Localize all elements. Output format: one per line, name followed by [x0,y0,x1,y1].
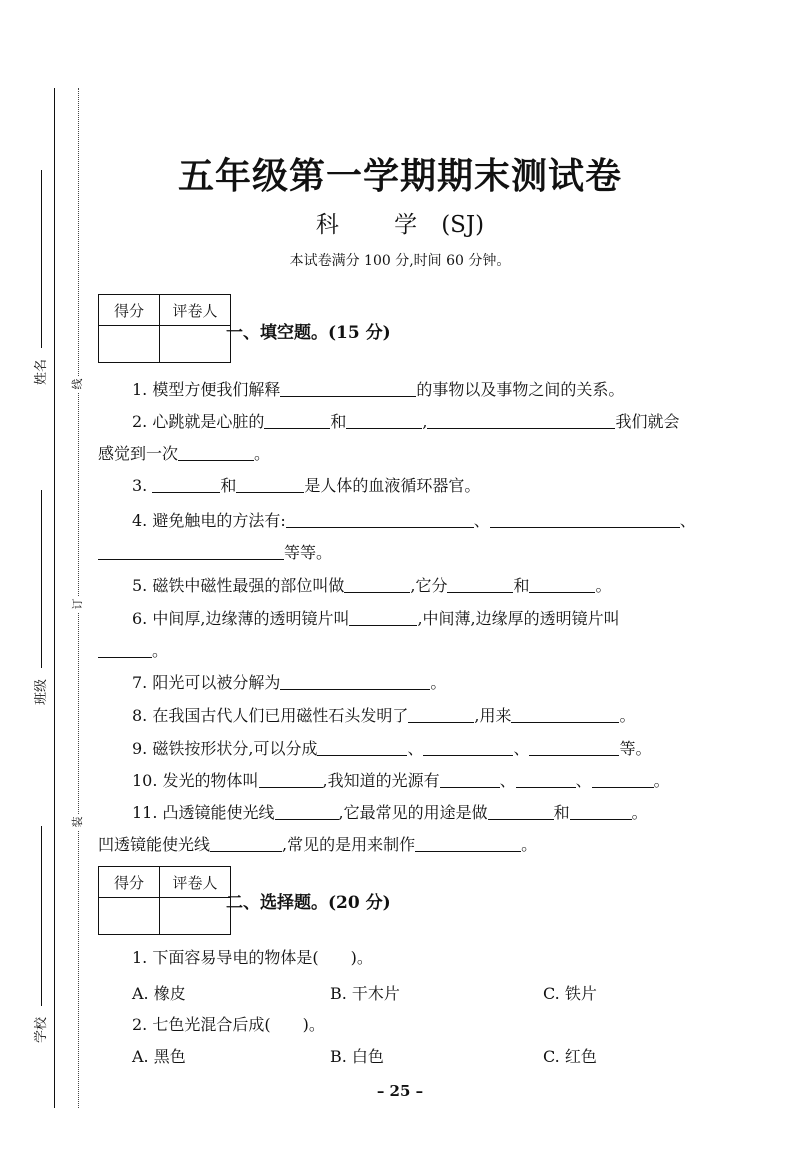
answer-blank[interactable] [178,442,254,461]
question-11: 11. 凸透镜能使光线 ,它最常见的用途是做 和 。 [132,803,648,822]
answer-blank[interactable] [488,801,554,820]
choice-question-2: 2. 七色光混合后成( )。 [132,1015,325,1034]
choice-1-option-b[interactable]: B. 干木片 [330,984,400,1003]
page-number: – 25 – [376,1082,424,1100]
answer-blank[interactable] [152,474,220,493]
question-8: 8. 在我国古代人们已用磁性石头发明了 ,用来 。 [132,706,636,725]
section-1-title: 一、填空题。(15 分) [226,323,391,343]
question-2: 2. 心跳就是心脏的 和 , 我们就会 [132,412,680,431]
answer-blank[interactable] [511,704,619,723]
score-cell[interactable] [99,898,160,935]
answer-blank[interactable] [592,769,654,788]
answer-blank[interactable] [286,509,474,528]
grader-cell[interactable] [160,326,231,363]
answer-blank[interactable] [344,574,410,593]
score-header: 得分 [99,295,160,326]
answer-blank[interactable] [264,410,330,429]
score-box-1 [98,294,231,363]
cut-mark-2: 订 [70,596,86,612]
school-rule[interactable] [41,826,42,1006]
choice-question-1: 1. 下面容易导电的物体是( )。 [132,948,373,967]
answer-blank[interactable] [280,378,416,397]
question-7: 7. 阳光可以被分解为 。 [132,673,447,692]
score-cell[interactable] [99,326,160,363]
answer-blank[interactable] [529,737,619,756]
subject-title [0,206,800,239]
grader-header: 评卷人 [160,295,231,326]
grader-header: 评卷人 [160,867,231,898]
answer-blank[interactable] [349,607,417,626]
choice-2-option-c[interactable]: C. 红色 [543,1047,597,1066]
answer-blank[interactable] [280,671,430,690]
section-2-title: 二、选择题。(20 分) [226,893,391,913]
question-9: 9. 磁铁按形状分,可以分成 、 、 等。 [132,739,652,758]
school-label: 学校 [34,1017,49,1044]
answer-blank[interactable] [447,574,513,593]
question-6-cont: 。 [98,636,738,666]
cut-mark-1: 线 [70,376,86,392]
answer-blank[interactable] [275,801,339,820]
question-5: 5. 磁铁中磁性最强的部位叫做 ,它分 和 。 [132,576,612,595]
score-box-2 [98,866,231,935]
score-header: 得分 [99,867,160,898]
choice-1-option-c[interactable]: C. 铁片 [543,984,597,1003]
choice-1-option-a[interactable]: A. 橡皮 [132,984,186,1003]
answer-blank[interactable] [317,737,407,756]
question-2-cont: 感觉到一次 。 [98,444,271,463]
question-6: 6. 中间厚,边缘薄的透明镜片叫 ,中间薄,边缘厚的透明镜片叫 [132,609,620,628]
answer-blank[interactable] [98,639,152,658]
answer-blank[interactable] [210,833,282,852]
grader-cell[interactable] [160,898,231,935]
answer-blank[interactable] [529,574,595,593]
answer-blank[interactable] [408,704,474,723]
answer-blank[interactable] [259,769,323,788]
cut-mark-3: 装 [70,814,86,830]
page-title: 五年级第一学期期末测试卷 [177,155,622,197]
answer-blank[interactable] [516,769,576,788]
subject-name: 科 学 [315,212,442,238]
question-3: 3. 和 是人体的血液循环器官。 [132,476,481,495]
choice-2-option-a[interactable]: A. 黑色 [132,1047,186,1066]
answer-blank[interactable] [236,474,304,493]
name-label: 姓名 [34,359,49,386]
binding-line [54,88,55,1108]
answer-blank[interactable] [98,541,284,560]
question-11-cont: 凹透镜能使光线 ,常见的是用来制作 。 [98,835,538,854]
answer-blank[interactable] [346,410,422,429]
choice-2-option-b[interactable]: B. 白色 [330,1047,384,1066]
answer-blank[interactable] [440,769,500,788]
question-1: 1. 模型方便我们解释 的事物以及事物之间的关系。 [132,380,625,399]
class-label: 班级 [34,679,49,706]
exam-note: 本试卷满分 100 分,时间 60 分钟。 [289,253,511,269]
answer-blank[interactable] [423,737,513,756]
answer-blank[interactable] [427,410,615,429]
edition-label: (SJ) [441,212,485,238]
question-4: 4. 避免触电的方法有: 、 、 [132,511,696,530]
answer-blank[interactable] [490,509,680,528]
class-rule[interactable] [41,490,42,668]
question-4-cont: 等等。 [98,538,738,568]
answer-blank[interactable] [415,833,521,852]
answer-blank[interactable] [570,801,632,820]
question-10: 10. 发光的物体叫 ,我知道的光源有 、 、 。 [132,771,670,790]
